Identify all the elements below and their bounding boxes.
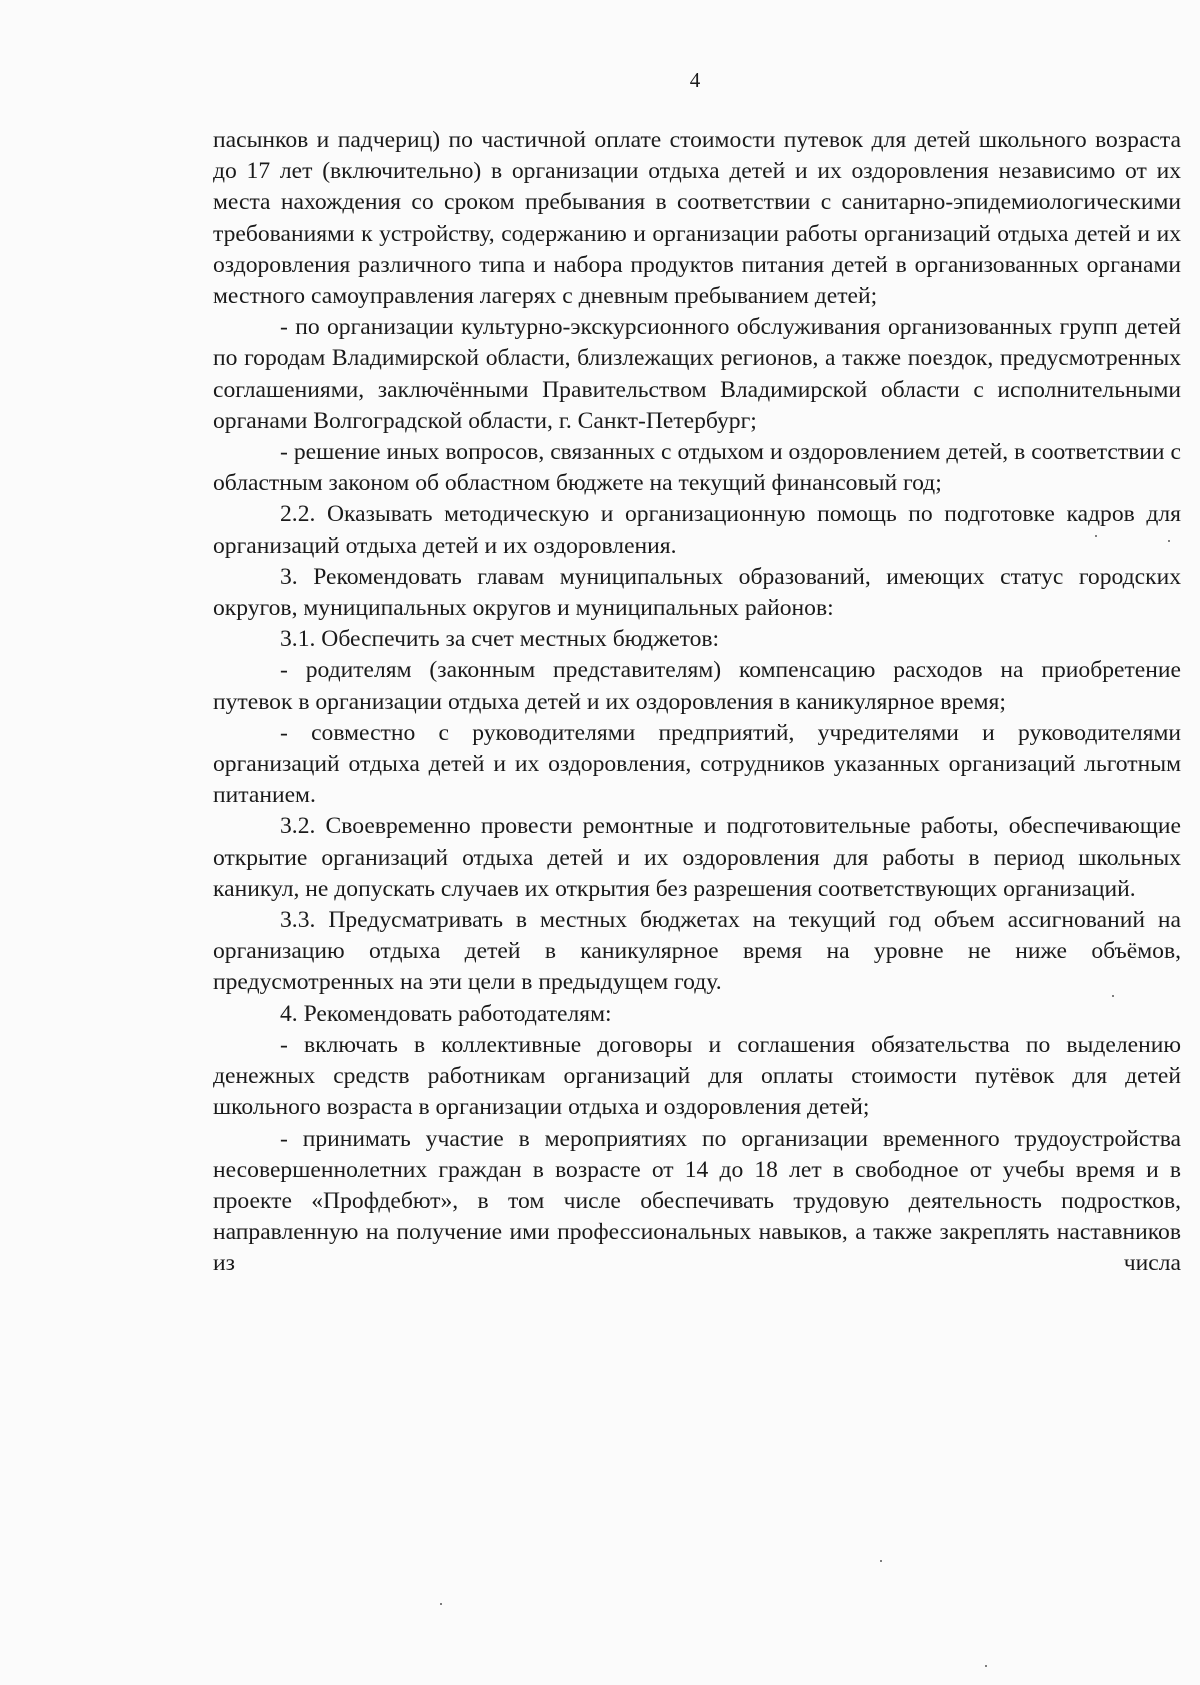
- paragraph-4-participate: - принимать участие в мероприятиях по организации временного трудоустройства несовершеннолетних граждан в возрасте от 14 до 18 лет в свободное от учебы время и в проекте «Профдебют», в том числе обеспечивать трудовую деятельность подростков, направленную на получение ими профессиональных навыков, а также закреплять наставников из числа: [213, 1125, 1181, 1277]
- paragraph-4: 4. Рекомендовать работодателям:: [280, 1000, 612, 1027]
- scan-speck: [1095, 535, 1097, 537]
- paragraph-2-2: 2.2. Оказывать методическую и организационную помощь по подготовке кадров для организаций отдыха детей и их оздоровления.: [213, 501, 1181, 559]
- page-number: 4: [689, 68, 701, 92]
- scan-speck: [1168, 540, 1170, 542]
- document-body: [213, 125, 1181, 1280]
- paragraph-3-2: 3.2. Своевременно провести ремонтные и подготовительные работы, обеспечивающие открытие организаций отдыха детей и их оздоровления для работы в период школьных каникул, не допускать случаев их открытия без разрешения соответствующих организаций.: [213, 813, 1181, 902]
- paragraph-3-1-jointly: - совместно с руководителями предприятий, учредителями и руководителями организаций отдыха детей и их оздоровления, сотрудников указанных организаций льготным питанием.: [213, 719, 1181, 809]
- scan-speck: [880, 1560, 882, 1562]
- scan-speck: [985, 1665, 987, 1667]
- paragraph-3-3: 3.3. Предусматривать в местных бюджетах на текущий год объем ассигнований на организацию отдыха детей в каникулярное время на уровне не ниже объёмов, предусмотренных на эти цели в предыдущем году.: [213, 907, 1181, 996]
- scan-speck: [440, 1603, 442, 1605]
- paragraph-other-issues: - решение иных вопросов, связанных с отдыхом и оздоровлением детей, в соответствии с областным законом об областном бюджете на текущий финансовый год;: [213, 439, 1181, 497]
- paragraph-continuation: пасынков и падчериц) по частичной оплате стоимости путевок для детей школьного возраста до 17 лет (включительно) в организации отдыха детей и их оздоровления независимо от их места нахождения со сроком пребывания в соответствии с санитарно-эпидемиологическими требованиями к устройству, содержанию и организации работы организаций отдыха детей и их оздоровления различного типа и набора продуктов питания детей в организованных органами местного самоуправления лагерях с дневным пребыванием детей;: [213, 127, 1181, 310]
- paragraph-3-1-parents: - родителям (законным представителям) компенсацию расходов на приобретение путевок в организации отдыха детей и их оздоровления в каникулярное время;: [213, 657, 1181, 715]
- paragraph-cultural-excursions: - по организации культурно-экскурсионного обслуживания организованных групп детей по городам Владимирской области, близлежащих регионов, а также поездок, предусмотренных соглашениями, заключёнными Правительством Владимирской области с исполнительными органами Волгоградской области, г. Санкт-Петербург;: [213, 314, 1181, 434]
- paragraph-4-include: - включать в коллективные договоры и соглашения обязательства по выделению денежных средств работникам организаций для оплаты стоимости путёвок для детей школьного возраста в организации отдыха и оздоровления детей;: [213, 1031, 1181, 1121]
- paragraph-3-1: 3.1. Обеспечить за счет местных бюджетов:: [280, 626, 720, 653]
- scan-speck: [1112, 995, 1114, 997]
- paragraph-3: 3. Рекомендовать главам муниципальных образований, имеющих статус городских округов, муниципальных округов и муниципальных районов:: [213, 563, 1181, 622]
